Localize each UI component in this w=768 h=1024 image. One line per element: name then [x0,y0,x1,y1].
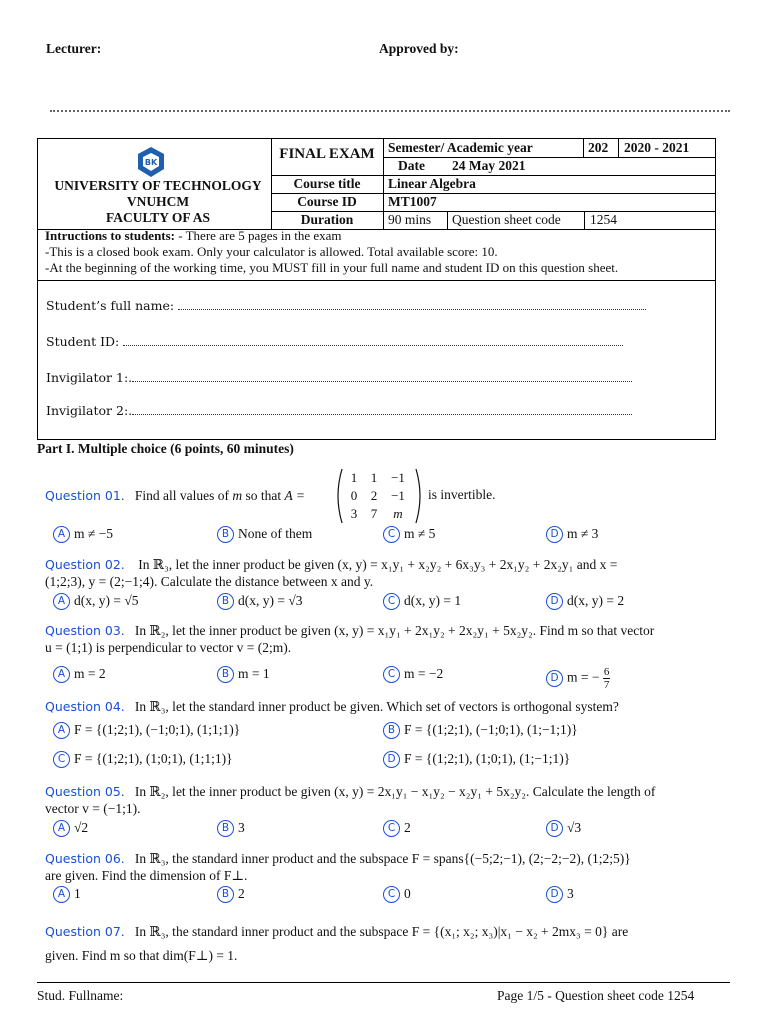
svg-text:1: 1 [370,470,378,485]
q1-post: is invertible. [428,487,496,502]
q2-option-b[interactable]: B d(x, y) = √3 [217,593,303,610]
svg-text:BK: BK [144,158,158,167]
university-logo-icon [134,145,168,179]
signature-dotted-line [50,110,730,114]
q5-option-c[interactable]: C 2 [383,820,411,837]
student-name-field[interactable] [178,299,646,310]
invigilator1-label: Invigilator 1:. [46,370,133,385]
course-title: Linear Algebra [388,176,476,191]
duration-value: 90 mins [388,212,432,227]
q5-option-a[interactable]: A √2 [53,820,88,837]
invigilator1-field[interactable] [132,371,632,382]
exam-header-table [37,138,716,230]
q6-option-d[interactable]: D 3 [546,886,574,903]
part-1-heading: Part I. Multiple choice (6 points, 60 minutes) [37,441,294,456]
svg-text:−1: −1 [391,488,405,503]
q2-option-c[interactable]: C d(x, y) = 1 [383,593,461,610]
q3-option-b[interactable]: B m = 1 [217,666,270,683]
q1-option-b[interactable]: B None of them [217,526,312,543]
student-info-box [37,280,716,440]
option-d-icon: D [546,526,563,543]
option-c-icon: C [383,526,400,543]
course-id-label: Course ID [297,194,357,209]
approved-label: Approved by: [379,41,459,56]
q6-option-a[interactable]: A 1 [53,886,81,903]
q5-option-b[interactable]: B 3 [217,820,245,837]
question-05: Question 05. In ℝ₂, let the inner product be given (x, y) = 2x₁y₁ − x₁y₂ − x₂y₁ + 5x₂y₂. Calculate the length of vector v = (−1;1). [45,784,656,816]
instructions-line2: -This is a closed book exam. Only your calculator is allowed. Total available score: 10. [45,244,498,259]
faculty: FACULTY OF AS [105,210,211,225]
svg-text:0: 0 [350,488,358,503]
q1-option-a[interactable]: A m ≠ −5 [53,526,113,543]
svg-text:3: 3 [350,506,358,521]
question-03: Question 03. In ℝ₂, let the inner product be given (x, y) = x₁y₁ + 2x₁y₂ + 2x₂y₁ + 5x₂y₂. Find m so that vector u = (1;1) is perpendicular to vector v = (2;m). [45,623,655,655]
student-id-label: Student ID: [46,334,120,349]
instructions-line1: - There are 5 pages in the exam [175,228,342,243]
question-07: Question 07. In ℝ₃, the standard inner product and the subspace F = {(x₁; x₂; x₃)|x₁ − x₂ + 2mx₃ = 0} are given. Find m so that dim(F⊥) = 1. [45,924,629,963]
footer-page-info: Page 1/5 - Question sheet code 1254 [497,988,695,1003]
question-sheet-code-label: Question sheet code [452,212,561,227]
semester-label: Semester/ Academic year [388,140,533,155]
semester-value: 202 [588,140,609,155]
date-label: Date [398,158,425,173]
academic-year: 2020 - 2021 [624,140,690,155]
question-sheet-code: 1254 [590,212,617,227]
question-06: Question 06. In ℝ₃, the standard inner product and the subspace F = spans{(−5;2;−1), (2;−2;−2), (1;2;5)} are given. Find the dimension of F⊥. [45,851,631,883]
q6-option-b[interactable]: B 2 [217,886,245,903]
course-title-label: Course title [293,176,361,191]
svg-text:1: 1 [350,470,358,485]
svg-text:−1: −1 [391,470,405,485]
question-label: Question 01. [45,488,125,503]
q4-option-c[interactable]: C F = {(1;2;1), (1;0;1), (1;1;1)} [53,751,233,768]
invigilator2-field[interactable] [132,404,632,415]
university-name: UNIVERSITY OF TECHNOLOGY [54,178,262,193]
date-value: 24 May 2021 [452,158,526,173]
vnuhcm: VNUHCM [126,194,190,209]
q3-option-d[interactable]: D m = − $\frac{6}{7}$ [546,666,610,691]
invigilator2-label: Invigilator 2:. [46,403,133,418]
duration-label: Duration [300,212,354,227]
lecturer-label: Lecturer: [46,41,102,56]
q3-option-c[interactable]: C m = −2 [383,666,443,683]
q4-option-b[interactable]: B F = {(1;2;1), (−1;0;1), (1;−1;1)} [383,722,578,739]
option-a-icon: A [53,526,70,543]
instructions-label: Intructions to students: [45,228,176,243]
q5-option-d[interactable]: D √3 [546,820,581,837]
option-b-icon: B [217,526,234,543]
svg-text:2: 2 [370,488,378,503]
instructions-line3: -At the beginning of the working time, you MUST fill in your full name and student ID on this question sheet. [45,260,619,275]
q2-option-d[interactable]: D d(x, y) = 2 [546,593,624,610]
student-id-field[interactable] [123,335,623,346]
exam-title: FINAL EXAM [279,146,375,162]
q3-option-a[interactable]: A m = 2 [53,666,106,683]
question-04: Question 04. In ℝ₃, let the standard inner product be given. Which set of vectors is orthogonal system? [45,699,619,714]
question-01: Question 01. Find all values of m so that A = [45,488,306,503]
footer-fullname: Stud. Fullname: [37,988,124,1003]
matrix-a [334,467,424,525]
svg-text:m: m [393,506,403,521]
q1-option-c[interactable]: C m ≠ 5 [383,526,435,543]
question-02: Question 02. In ℝ₃, let the inner product be given (x, y) = x₁y₁ + x₂y₂ + 6x₃y₃ + 2x₁y₂ + 2x₂y₁ and x = (1;2;3), y = (2;−1;4). Calculate the distance between x and y. [45,557,618,589]
q1-option-d[interactable]: D m ≠ 3 [546,526,598,543]
course-id: MT1007 [388,194,437,209]
svg-text:7: 7 [370,506,378,521]
q4-option-a[interactable]: A F = {(1;2;1), (−1;0;1), (1;1;1)} [53,722,240,739]
q6-option-c[interactable]: C 0 [383,886,411,903]
q4-option-d[interactable]: D F = {(1;2;1), (1;0;1), (1;−1;1)} [383,751,570,768]
q2-option-a[interactable]: A d(x, y) = √5 [53,593,139,610]
student-name-label: Student’s full name: [46,298,175,313]
footer-rule [37,982,730,983]
instructions [37,228,716,280]
